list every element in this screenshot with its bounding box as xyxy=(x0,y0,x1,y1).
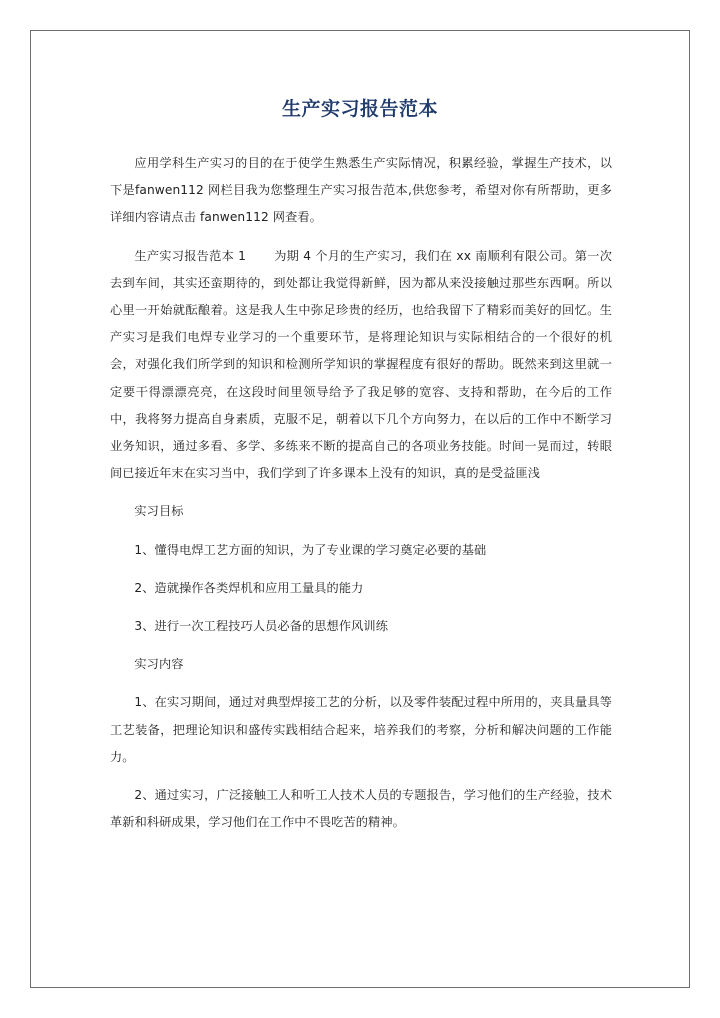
content-heading: 实习内容 xyxy=(134,657,184,672)
content-item: 1、在实习期间，通过对典型焊接工艺的分析，以及零件装配过程中所用的，夹具量具等工艺装备，把理论知识和盛传实践相结合起来，培养我们的考察，分析和解决问题的工作能力。 xyxy=(110,695,612,764)
goal-item: 1、懂得电焊工艺方面的知识，为了专业课的学习奠定必要的基础 xyxy=(134,542,487,557)
document-title: 生产实习报告范本 xyxy=(281,98,438,120)
sample-body: 为期 4 个月的生产实习，我们在 xx 南顺利有限公司。第一次去到车间，其实还蛮期待的，到处都让我觉得新鲜，因为都从来没接触过那些东西啊。所以心里一开始就酝酿着。这是我人生中弥足珍贵的经历，也给我留下了精彩而美好的回忆。生产实习是我们电焊专业学习的一个重要环节，是将理论知识与实际相结合的一个很好的机会，对强化我们所学到的知识和检测所学知识的掌握程度有很好的帮助。既然来到这里就一定要干得漂漂亮亮，在这段时间里领导给予了我足够的宽容、支持和帮助，在今后的工作中，我将努力提高自身素质，克服不足，朝着以下几个方向努力，在以后的工作中不断学习业务知识，通过多看、多学、多练来不断的提高自己的各项业务技能。时间一晃而过，转眼间已接近年末在实习当中，我们学到了许多课本上没有的知识，真的是受益匪浅 xyxy=(110,248,612,481)
goal-item: 3、进行一次工程技巧人员必备的思想作风训练 xyxy=(134,619,388,634)
goal-item: 2、造就操作各类焊机和应用工量具的能力 xyxy=(134,580,364,595)
sample-label: 生产实习报告范本 1 xyxy=(134,248,247,263)
document-body xyxy=(110,150,612,836)
intro-paragraph: 应用学科生产实习的目的在于使学生熟悉生产实际情况，积累经验，掌握生产技术，以下是fanwen112 网栏目我为您整理生产实习报告范本,供您参考，希望对你有所帮助，更多详细内容请点击 fanwen112 网查看。 xyxy=(110,156,612,225)
sample-paragraph xyxy=(110,243,612,488)
content-item: 2、通过实习，广泛接触工人和听工人技术人员的专题报告，学习他们的生产经验，技术革新和科研成果，学习他们在工作中不畏吃苦的精神。 xyxy=(110,788,612,830)
goals-heading: 实习目标 xyxy=(134,504,184,519)
